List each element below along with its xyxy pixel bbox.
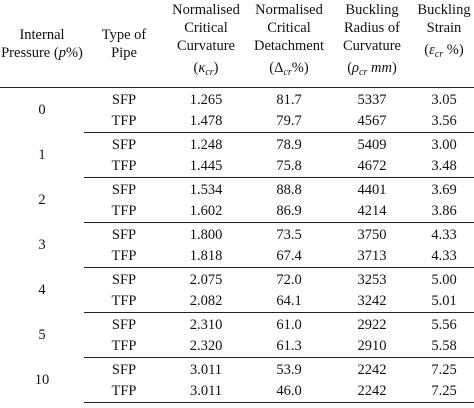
cell-radius: 2242 [330,381,414,403]
table-row [0,223,474,247]
header-pressure-symbol: p [58,44,66,61]
cell-internal-pressure: 2 [38,191,46,208]
cell-curvature: 3.011 [164,381,248,403]
table-row [0,88,474,112]
cell-curvature: 2.310 [189,317,223,333]
header-radius-line-3: Curvature [343,38,401,54]
header-strain-line-2: Strain [426,20,462,36]
table-row [0,313,474,337]
cell-strain: 4.33 [414,246,474,268]
table-row [0,268,474,292]
header-strain-symbol [414,41,474,64]
cr-subscript: cr [283,67,292,78]
cell-internal-pressure: 5 [38,326,46,343]
cell-detachment: 64.1 [248,291,330,313]
cell-pipe: TFP [84,201,164,223]
paren-open: ( [193,60,199,76]
cell-curvature: 1.534 [189,182,223,198]
header-detachment-line-3: Detachment [253,38,325,54]
header-pressure-prefix: Pressure ( [1,44,59,61]
cell-curvature: 1.478 [164,111,248,133]
cell-pipe: SFP [111,317,137,333]
cell-strain: 4.33 [431,227,457,243]
header-pipe-line-1: Type of [101,26,147,43]
header-row [0,0,474,88]
table-row [0,133,474,157]
cell-curvature: 1.602 [164,201,248,223]
header-curvature-line-1: Normalised [172,2,240,18]
cell-pipe: SFP [111,182,137,198]
header-radius-line-2: Radius of [344,20,400,36]
cell-detachment: 61.0 [276,317,302,333]
cell-curvature: 2.320 [164,336,248,358]
delta-symbol: Δ [274,60,284,76]
cell-strain: 5.00 [431,272,457,288]
cell-detachment: 53.9 [276,362,302,378]
table-row [0,178,474,202]
cell-pipe: SFP [111,92,137,108]
cell-curvature: 1.248 [189,137,223,153]
cell-radius: 4401 [357,182,387,198]
cell-radius: 5409 [357,137,387,153]
header-critical-detachment [248,0,330,88]
percent-sign: % [291,60,304,76]
cell-curvature: 3.011 [189,362,223,378]
cell-pipe: TFP [84,111,164,133]
header-detachment-line-1: Normalised [255,2,323,18]
cell-radius: 3242 [330,291,414,313]
cell-curvature: 2.082 [164,291,248,313]
header-pressure-line-1: Internal [19,26,65,43]
header-detachment-line-2: Critical [267,20,311,36]
cell-curvature: 2.075 [189,272,223,288]
header-buckling-strain [414,0,474,88]
header-radius-symbol [330,59,414,82]
cell-pipe: TFP [84,336,164,358]
header-curvature-line-2: Critical [184,20,228,36]
cell-radius: 4567 [330,111,414,133]
cell-strain: 3.56 [414,111,474,133]
cell-internal-pressure: 1 [38,146,46,163]
cell-strain: 3.00 [431,137,457,153]
rho-symbol: ρ [352,60,360,76]
cell-strain: 7.25 [431,362,457,378]
header-curvature-line-3: Curvature [177,38,235,54]
mm-unit: mm [370,60,392,76]
cell-strain: 3.69 [431,182,457,198]
header-buckling-radius [330,0,414,88]
cell-detachment: 88.8 [276,182,302,198]
cell-internal-pressure: 0 [38,101,46,118]
cell-detachment: 78.9 [276,137,302,153]
cell-pipe: SFP [111,362,137,378]
paren-open: ( [269,60,275,76]
table-row [0,358,474,382]
cell-radius: 2910 [330,336,414,358]
cell-detachment: 86.9 [248,201,330,223]
paren-close: ) [458,42,464,58]
epsilon-symbol: ε [429,42,435,58]
cell-detachment: 73.5 [276,227,302,243]
cell-detachment: 72.0 [276,272,302,288]
cell-curvature: 1.818 [164,246,248,268]
paren-close: ) [213,60,219,76]
cell-detachment: 81.7 [276,92,302,108]
cell-pipe: TFP [84,381,164,403]
cell-strain: 3.48 [414,156,474,178]
header-pipe-line-2: Pipe [111,44,137,61]
cell-internal-pressure: 4 [38,281,46,298]
header-internal-pressure [0,0,84,88]
cell-strain: 3.86 [414,201,474,223]
percent-sign: % [446,42,459,58]
cr-subscript: cr [359,67,368,78]
header-curvature-symbol [164,59,248,82]
cell-strain: 5.01 [414,291,474,313]
cell-internal-pressure: 3 [38,236,46,253]
cell-curvature: 1.445 [164,156,248,178]
kappa-symbol: κ [198,60,206,76]
cell-strain: 5.58 [414,336,474,358]
cell-pipe: SFP [111,137,137,153]
cell-radius: 5337 [357,92,387,108]
header-critical-curvature [164,0,248,88]
cell-pipe: TFP [84,291,164,313]
cell-radius: 2922 [357,317,387,333]
cr-subscript: cr [434,49,444,60]
header-pressure-line-2 [0,44,84,62]
cell-radius: 3750 [357,227,387,243]
cell-detachment: 46.0 [248,381,330,403]
cell-pipe: SFP [111,227,137,243]
cell-radius: 4672 [330,156,414,178]
cell-detachment: 79.7 [248,111,330,133]
cr-subscript: cr [205,67,214,78]
paren-close: ) [391,60,397,76]
header-radius-line-1: Buckling [345,2,399,18]
cell-detachment: 67.4 [248,246,330,268]
cell-strain: 5.56 [431,317,457,333]
cell-strain: 3.05 [431,92,457,108]
cell-radius: 2242 [357,362,387,378]
cell-strain: 7.25 [414,381,474,403]
cell-pipe: TFP [84,156,164,178]
cell-detachment: 75.8 [248,156,330,178]
cell-curvature: 1.800 [189,227,223,243]
paren-open: ( [424,42,430,58]
cell-detachment: 61.3 [248,336,330,358]
header-type-of-pipe [84,0,164,88]
cell-radius: 3253 [357,272,387,288]
header-strain-line-1: Buckling [417,2,471,18]
cell-pipe: TFP [84,246,164,268]
header-pressure-suffix: %) [65,44,83,61]
cell-radius: 4214 [330,201,414,223]
paren-open: ( [347,60,353,76]
cell-internal-pressure: 10 [34,371,50,388]
cell-radius: 3713 [330,246,414,268]
cell-curvature: 1.265 [189,92,223,108]
cell-pipe: SFP [111,272,137,288]
paren-close: ) [303,60,309,76]
header-detachment-symbol [248,59,330,82]
table-body [0,88,474,403]
